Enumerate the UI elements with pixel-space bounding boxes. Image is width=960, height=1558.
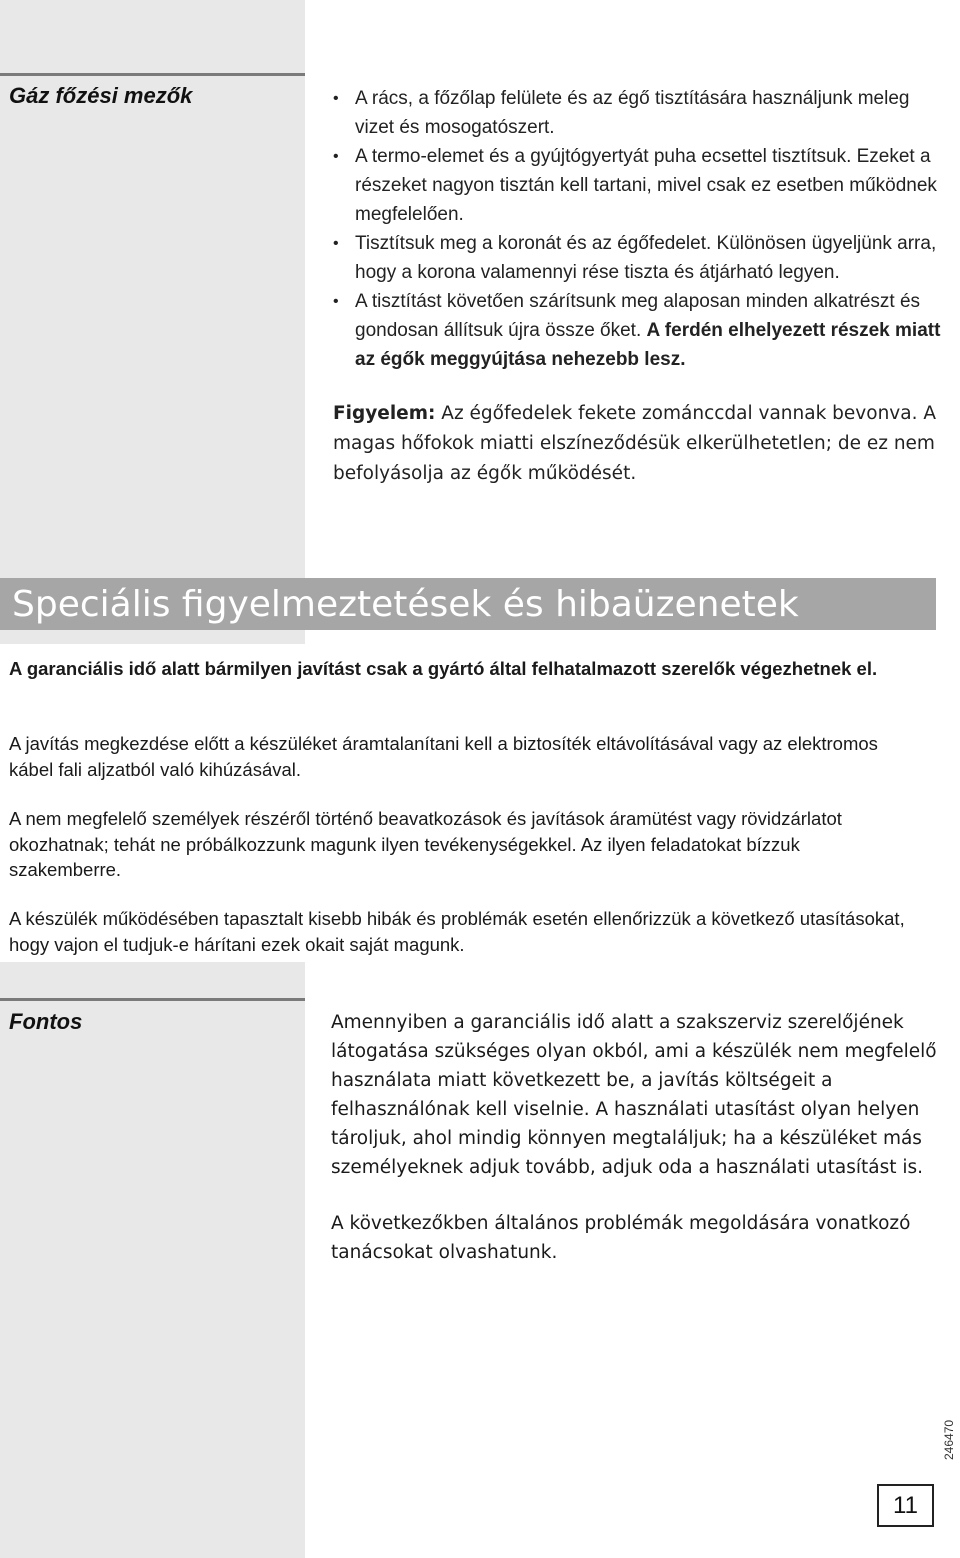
list-item	[333, 84, 945, 142]
list-item	[333, 142, 945, 229]
warranty-repair-paragraph: A garanciális idő alatt bármilyen javítást csak a gyártó által felhatalmazott szerelők végezhetnek el.	[9, 658, 878, 679]
section-title-special-warnings: Speciális figyelmeztetések és hibaüzenetek	[12, 584, 799, 625]
document-code: 246470	[942, 1419, 956, 1460]
warnings-text-block	[0, 644, 936, 962]
attention-text: Az égőfedelek fekete zománccdal vannak bevonva. A magas hőfokok miatti elszíneződésük elkerülhetetlen; de ez nem befolyásolja az égők működését.	[333, 403, 936, 484]
unauthorized-repair-paragraph: A nem megfelelő személyek részéről történő beavatkozások és javítások áramütést vagy rövidzárlatot okozhatnak; tehát ne próbálkozzunk magunk ilyen tevékenységekkel. Az ilyen feladatokat bízzuk szakemberre.	[9, 808, 842, 880]
important-paragraph-1: Amennyiben a garanciális idő alatt a szakszerviz szerelőjének látogatása szükséges olyan okból, ami a készülék nem megfelelő használata miatt következett be, a javítás költségeit a felhasználónak kell viselnie. A használati utasítást olyan helyen tároljuk, ahol mindig könnyen megtaláljuk; ha a készüléket más személyeknek adjuk tovább, adjuk oda a használati utasítást is.	[331, 1012, 937, 1178]
important-paragraph-2: A következőkben általános problémák megoldására vonatkozó tanácsokat olvashatunk.	[331, 1213, 911, 1263]
bullet-text-3: Tisztítsuk meg a koronát és az égőfedelet. Különösen ügyeljünk arra, hogy a korona valamennyi rése tiszta és átjárható legyen.	[355, 233, 937, 283]
section-rule-gas-hobs	[0, 73, 305, 76]
list-item	[333, 229, 945, 287]
disconnect-power-paragraph: A javítás megkezdése előtt a készüléket áramtalanítani kell a biztosíték eltávolításával vagy az elektromos kábel fali aljzatból való kihúzásával.	[9, 733, 878, 780]
section-rule-important	[0, 998, 305, 1001]
attention-note	[333, 399, 945, 489]
attention-label: Figyelem:	[333, 403, 436, 424]
page-number: 11	[877, 1484, 934, 1527]
section-heading-gas-hobs: Gáz főzési mezők	[9, 83, 193, 108]
bullet-text-1: A rács, a főzőlap felülete és az égő tisztítására használjunk meleg vizet és mosogatószert.	[355, 88, 910, 138]
bullet-text-4-bold: A ferdén elhelyezett részek miatt az égők meggyújtása nehezebb lesz.	[355, 320, 941, 370]
cleaning-bullet-list	[333, 84, 945, 374]
minor-faults-paragraph: A készülék működésében tapasztalt kisebb hibák és problémák esetén ellenőrizzük a következő utasításokat, hogy vajon el tudjuk-e hárítani ezek okait saját magunk.	[9, 908, 905, 955]
section-heading-important: Fontos	[9, 1009, 83, 1034]
section-banner	[0, 578, 936, 630]
list-item	[333, 287, 945, 374]
bullet-text-2: A termo-elemet és a gyújtógyertyát puha ecsettel tisztítsuk. Ezeket a részeket nagyon tisztán kell tartani, mivel csak ez esetben működnek megfelelően.	[355, 146, 937, 225]
bullet-text-4: A tisztítást követően szárítsunk meg alaposan minden alkatrészt és gondosan állítsuk újra össze őket.	[355, 291, 921, 341]
